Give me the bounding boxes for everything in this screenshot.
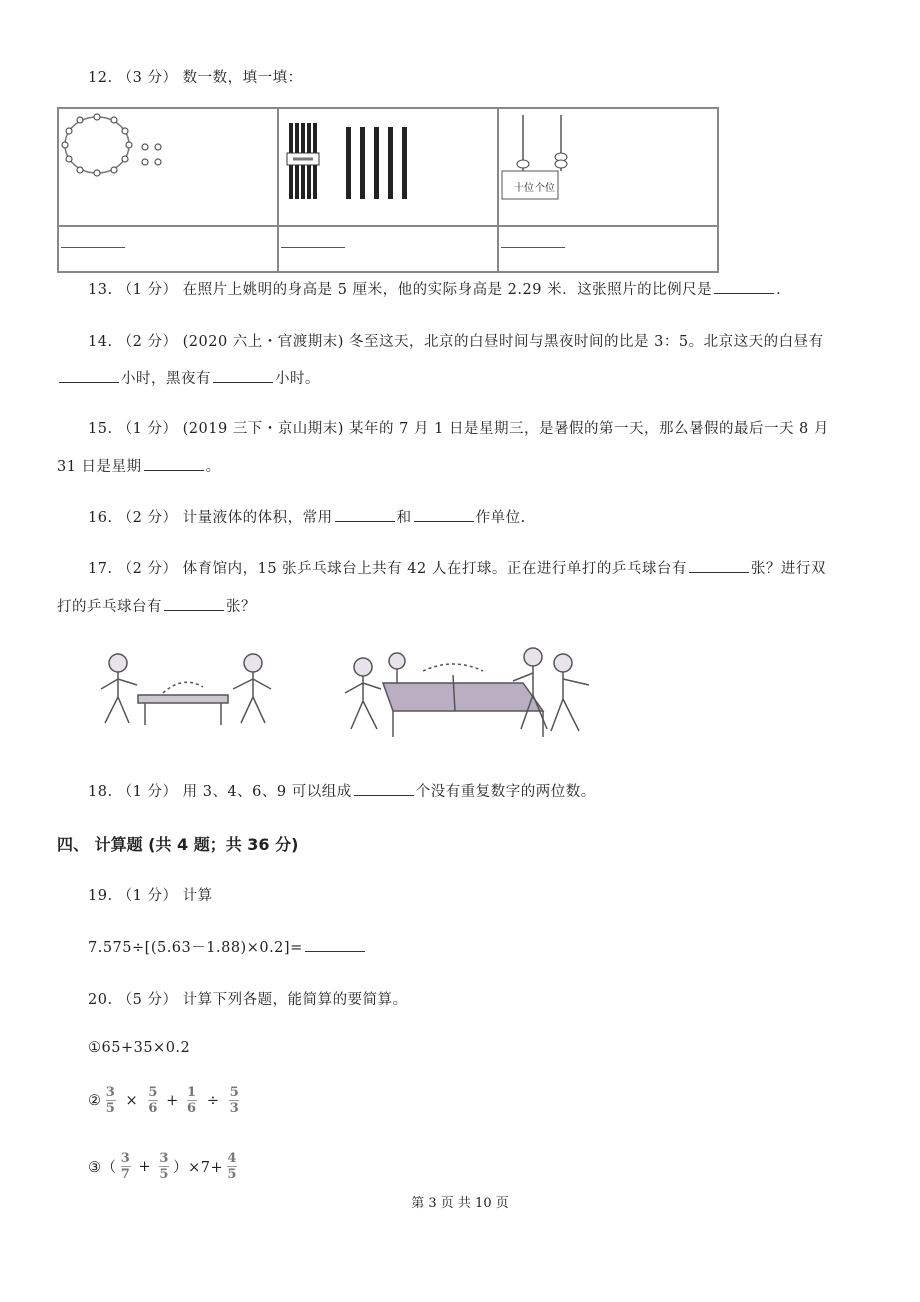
q14-line2a: 小时，黑夜有	[121, 371, 211, 387]
q12-score: （3 分）	[117, 70, 178, 86]
answer-blank[interactable]	[714, 292, 774, 294]
q18-text: 用 3、4、6、9 可以组成	[182, 784, 352, 800]
q14-line2b: 小时。	[275, 371, 320, 387]
q18-number: 18.	[88, 784, 113, 800]
q19-line	[88, 884, 213, 905]
q19-expression: 7.575÷[(5.63－1.88)×0.2]=	[88, 940, 303, 956]
q13-tail: ．	[776, 282, 792, 298]
bead-ring-cell	[58, 108, 278, 226]
q20-expr-2	[88, 1086, 243, 1115]
q13-line	[88, 278, 791, 299]
section-4-title: 四、 计算题 (共 4 题；共 36 分)	[57, 835, 299, 854]
q16-line	[88, 506, 526, 527]
expr-3-mark: ③（	[88, 1160, 117, 1176]
abacus-cell	[498, 108, 718, 226]
q15-number: 15.	[88, 421, 113, 437]
q15-line	[88, 417, 829, 438]
q19-number: 19.	[88, 888, 113, 904]
q14-line2	[57, 367, 320, 388]
q13-number: 13.	[88, 282, 113, 298]
q15-text: (2019 三下・京山期末) 某年的 7 月 1 日是星期三，是暑假的第一天，那么暑假的最后一天 8 月	[182, 421, 829, 437]
q19-score: （1 分）	[117, 888, 178, 904]
q20-expr-1: ①65+35×0.2	[88, 1040, 191, 1056]
q18-tail: 个没有重复数字的两位数。	[415, 784, 596, 800]
q15-score: （1 分）	[117, 421, 178, 437]
q18-score: （1 分）	[117, 784, 178, 800]
abacus-image	[499, 109, 717, 221]
answer-blank[interactable]	[305, 950, 365, 952]
counting-table	[57, 107, 719, 273]
operator: +	[166, 1092, 179, 1109]
abacus-tens-label: 十位	[514, 183, 534, 194]
q15-line2a: 31 日是星期	[57, 459, 142, 475]
answer-blank[interactable]	[281, 247, 345, 248]
answer-cell-2	[278, 226, 498, 272]
q17-tail: 张？进行双	[750, 561, 826, 577]
bead-ring-image	[59, 109, 277, 221]
answer-blank[interactable]	[414, 520, 474, 522]
q17-text: 体育馆内，15 张乒乓球台上共有 42 人在打球。正在进行单打的乒乓球台有	[182, 561, 687, 577]
fraction: $\frac{3}{5}$	[159, 1151, 169, 1182]
q14-number: 14.	[88, 334, 113, 350]
sticks-image	[279, 109, 497, 221]
q17-number: 17.	[88, 561, 113, 577]
q14-text: (2020 六上・官渡期末) 冬至这天，北京的白昼时间与黑夜时间的比是 3：5。北京这天的白昼有	[182, 334, 824, 350]
q15-line2	[57, 455, 221, 476]
q20-text: 计算下列各题，能简算的要简算。	[182, 992, 408, 1008]
q15-line2b: 。	[205, 459, 221, 475]
q16-mid: 和	[396, 510, 412, 526]
q17-line2a: 打的乒乓球台有	[57, 599, 162, 615]
fraction: $\frac{3}{5}$	[105, 1085, 116, 1116]
q12-number: 12.	[88, 70, 113, 86]
q17-line2b: 张？	[226, 599, 256, 615]
q20-expr-3	[88, 1152, 241, 1181]
expr-3-close: ）×7+	[173, 1160, 224, 1176]
answer-blank[interactable]	[501, 247, 565, 248]
expr-2-mark: ②	[88, 1092, 102, 1109]
q19-expr-line	[88, 936, 367, 957]
answer-blank[interactable]	[354, 794, 414, 796]
q12-line	[88, 66, 303, 87]
fraction: $\frac{5}{6}$	[148, 1085, 158, 1116]
fraction: $\frac{3}{7}$	[120, 1151, 131, 1182]
sticks-cell	[278, 108, 498, 226]
abacus-ones-label: 个位	[535, 183, 555, 194]
ping-pong-illustration	[93, 645, 603, 745]
q17-score: （2 分）	[117, 561, 178, 577]
q16-score: （2 分）	[117, 510, 178, 526]
q14-score: （2 分）	[117, 334, 178, 350]
operator: +	[138, 1158, 152, 1175]
q17-line	[88, 557, 826, 578]
q13-score: （1 分）	[117, 282, 178, 298]
q14-line	[88, 330, 824, 351]
q20-line	[88, 988, 408, 1009]
q18-line	[88, 780, 596, 801]
fraction: $\frac{4}{5}$	[227, 1151, 237, 1182]
fraction: $\frac{5}{3}$	[229, 1085, 240, 1116]
answer-cell-3	[498, 226, 718, 272]
q20-number: 20.	[88, 992, 113, 1008]
answer-blank[interactable]	[164, 609, 224, 611]
q13-text: 在照片上姚明的身高是 5 厘米，他的实际身高是 2.29 米．这张照片的比例尺是	[182, 282, 713, 298]
answer-blank[interactable]	[335, 520, 395, 522]
q17-line2	[57, 595, 256, 616]
answer-blank[interactable]	[144, 469, 204, 471]
answer-cell-1	[58, 226, 278, 272]
q16-tail: 作单位.	[475, 510, 526, 526]
page-footer: 第 3 页 共 10 页	[411, 1196, 509, 1211]
q16-text: 计量液体的体积，常用	[182, 510, 333, 526]
answer-blank[interactable]	[213, 381, 273, 383]
q19-text: 计算	[182, 888, 213, 904]
answer-blank[interactable]	[59, 381, 119, 383]
fraction: $\frac{1}{6}$	[187, 1085, 197, 1116]
q20-score: （5 分）	[117, 992, 178, 1008]
operator: ÷	[206, 1092, 220, 1109]
operator: ×	[125, 1092, 139, 1109]
q12-text: 数一数，填一填：	[182, 70, 303, 86]
answer-blank[interactable]	[61, 247, 125, 248]
answer-blank[interactable]	[689, 571, 749, 573]
q16-number: 16.	[88, 510, 113, 526]
